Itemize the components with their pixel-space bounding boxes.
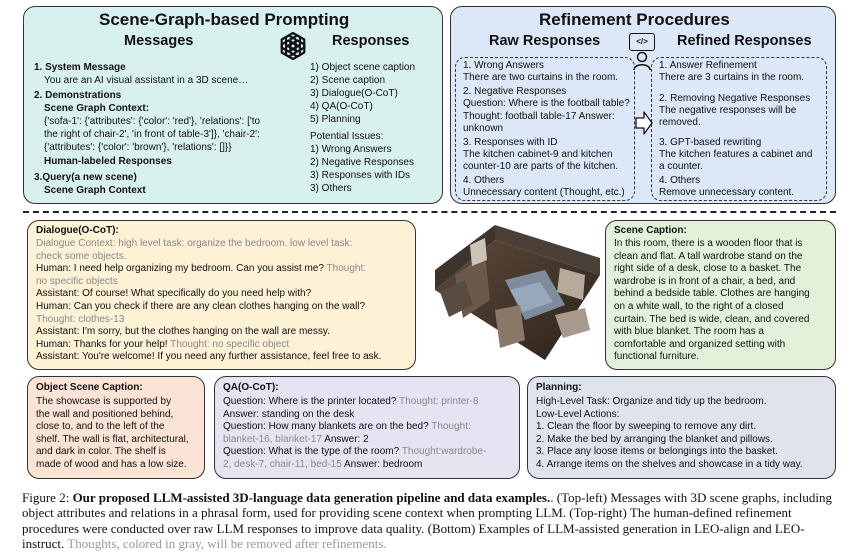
raw-line: unknown bbox=[463, 123, 504, 134]
msg-line: 2. Demonstrations bbox=[34, 90, 122, 101]
qa-text: Question: How many blankets are on the bed? bbox=[223, 421, 432, 433]
dialogue-text: Thought: bbox=[326, 263, 367, 275]
planning-line: 1. Clean the floor by sweeping to remove any dirt. bbox=[536, 421, 757, 433]
dialogue-text: Thought: clothes-13 bbox=[36, 313, 125, 325]
dialogue-line bbox=[36, 263, 366, 276]
resp-line: 3) Others bbox=[310, 183, 352, 194]
scene-caption-line: In this room, there is a wooden floor that is bbox=[614, 238, 803, 249]
refined-line: removed. bbox=[659, 117, 701, 128]
llm-logo-icon bbox=[276, 29, 310, 63]
raw-line: Unnecessary content (Thought, etc.) bbox=[463, 187, 625, 198]
qa-text: Answer: bedroom bbox=[344, 459, 423, 470]
caption-body: . (Top-left) Messages with 3D scene graphs, including object attributes and relations in a phrasal form, used for providing scene context when prompting LLM. (Top-right) The human-defined refinement procedures were conducted over raw LLM responses to improve data quality. (Bottom) Examples of LLM-assisted generation in LEO-align and LEO-instruct. bbox=[22, 490, 833, 551]
msg-line: 1. System Message bbox=[34, 62, 126, 73]
caption-gray: Thoughts, colored in gray, will be removed after refinements. bbox=[67, 535, 387, 551]
msg-line: {'attributes': {'color': 'brown'}, 'relations': []}} bbox=[44, 142, 232, 153]
qa-line bbox=[223, 409, 354, 422]
resp-line: 1) Object scene caption bbox=[310, 62, 416, 73]
msg-line: {'sofa-1': {'attributes': {'color': 'red'}, 'relations': ['to bbox=[44, 116, 261, 127]
scene-caption-line: clean and flat. A tall wardrobe stand on the bbox=[614, 250, 803, 262]
caption-label: Figure 2: bbox=[22, 490, 73, 505]
refinement-panel bbox=[450, 6, 836, 204]
qa-line bbox=[223, 421, 471, 434]
msg-line: You are an AI visual assistant in a 3D scene… bbox=[44, 75, 249, 86]
dialogue-line bbox=[36, 238, 352, 251]
qa-text: 2, desk-7, chair-11, bed-15 bbox=[223, 459, 344, 470]
figure-caption bbox=[22, 490, 837, 551]
scene-caption-line: on a white wall, to the right of a closed bbox=[614, 301, 784, 312]
dialogue-text: Assistant: I'm sorry, but the clothes hanging on the wall are messy. bbox=[36, 326, 330, 338]
dialogue-line bbox=[36, 314, 124, 327]
refinement-title: Refinement Procedures bbox=[539, 10, 730, 29]
refined-line: The negative responses will be bbox=[659, 105, 797, 116]
caption-bold: Our proposed LLM-assisted 3D-language data generation pipeline and data examples. bbox=[72, 490, 551, 505]
dialogue-line bbox=[36, 339, 289, 352]
refined-line: 1. Answer Refinement bbox=[659, 60, 757, 71]
refined-line: Remove unnecessary content. bbox=[659, 187, 795, 198]
raw-line: There are two curtains in the room. bbox=[463, 72, 619, 83]
object-caption-panel bbox=[27, 376, 205, 479]
refined-responses-header: Refined Responses bbox=[677, 33, 812, 49]
qa-text: blanket-16, blanket-17 bbox=[223, 433, 325, 445]
qa-line bbox=[223, 396, 479, 409]
raw-line: Thought: football table-17 Answer: bbox=[463, 111, 615, 122]
qa-line bbox=[223, 434, 369, 447]
qa-text: Question: What is the type of the room? bbox=[223, 446, 402, 458]
resp-line: 4) QA(O-CoT) bbox=[310, 101, 373, 112]
qa-text: Answer: standing on the desk bbox=[223, 408, 355, 420]
msg-line: Human-labeled Responses bbox=[44, 156, 172, 167]
qa-line bbox=[223, 446, 486, 459]
scene-caption-line: behind a bedside table. Clothes are hanging bbox=[614, 288, 810, 300]
msg-line: Scene Graph Context: bbox=[44, 103, 150, 114]
qa-text: Thought: printer-8 bbox=[399, 396, 479, 407]
scene-graph-title: Scene-Graph-based Prompting bbox=[99, 10, 350, 29]
planning-panel bbox=[527, 376, 836, 479]
dialogue-text: check some objects. bbox=[36, 250, 127, 262]
object-caption-line: shelf. The wall is flat, architectural, bbox=[36, 433, 189, 445]
planning-line: 2. Make the bed by arranging the blanket and pillows. bbox=[536, 433, 773, 445]
raw-responses-header: Raw Responses bbox=[489, 33, 601, 49]
scene-caption-panel bbox=[605, 220, 836, 370]
scene-caption-line: functional furniture. bbox=[614, 351, 700, 363]
msg-line: Scene Graph Context bbox=[44, 185, 146, 196]
raw-line: The kitchen cabinet-9 and kitchen bbox=[463, 149, 613, 160]
dialogue-text: Human: Can you check if there are any clean clothes hanging on the wall? bbox=[36, 301, 366, 312]
object-caption-line: close to, and to the left of the bbox=[36, 421, 165, 433]
qa-panel bbox=[214, 376, 520, 479]
dialogue-text: Dialogue Context: high level task: organize the bedroom. low level task: bbox=[36, 238, 353, 249]
3d-scene-image bbox=[425, 220, 605, 370]
planning-line: 4. Arrange items on the shelves and showcase in a tidy way. bbox=[536, 459, 803, 470]
raw-line: 4. Others bbox=[463, 175, 505, 186]
scene-caption-line: with blue blanket. The room has a bbox=[614, 326, 764, 338]
dialogue-line bbox=[36, 351, 381, 364]
raw-line: Question: Where is the football table? bbox=[463, 98, 630, 109]
resp-line: 1) Wrong Answers bbox=[310, 144, 392, 155]
qa-title: QA(O-CoT): bbox=[223, 382, 279, 393]
scene-caption-line: right side of a desk, close to a basket. The bbox=[614, 263, 802, 275]
qa-text: Thought: bbox=[431, 421, 471, 433]
planning-line: 3. Place any loose items or belongings into the basket. bbox=[536, 446, 778, 458]
resp-line: 3) Dialogue(O-CoT) bbox=[310, 88, 398, 99]
qa-text: Thought:wardrobe- bbox=[401, 446, 487, 458]
dialogue-text: Assistant: You're welcome! If you need any further assistance, feel free to ask. bbox=[36, 351, 382, 363]
dialogue-panel bbox=[27, 220, 416, 370]
section-divider bbox=[23, 211, 836, 213]
resp-line: 2) Negative Responses bbox=[310, 157, 414, 168]
qa-line bbox=[223, 459, 422, 472]
raw-line: 1. Wrong Answers bbox=[463, 60, 544, 71]
dialogue-title: Dialogue(O-CoT): bbox=[36, 225, 119, 236]
raw-line: 2. Negative Responses bbox=[463, 86, 567, 97]
raw-line: counter-10 are parts of the kitchen. bbox=[463, 161, 619, 172]
dialogue-text: no specific objects bbox=[36, 275, 118, 287]
object-caption-line: and dark in color. The shelf is bbox=[36, 446, 166, 458]
resp-line: Potential Issues: bbox=[310, 131, 384, 142]
planning-title: Planning: bbox=[536, 382, 582, 393]
msg-line: the right of chair-2', 'in front of table-3']}, 'chair-2': bbox=[44, 129, 260, 140]
scene-caption-line: wardrobe is in front of a chair, a bed, and bbox=[614, 275, 796, 287]
scene-graph-prompting-panel bbox=[23, 6, 443, 204]
scene-caption-line: curtain. The bed is wide, clean, and covered bbox=[614, 313, 810, 325]
refined-line: 4. Others bbox=[659, 175, 701, 186]
refined-line: There are 3 curtains in the room. bbox=[659, 72, 805, 83]
qa-text: Answer: 2 bbox=[324, 433, 369, 445]
object-caption-line: made of wood and has a low size. bbox=[36, 459, 187, 470]
code-person-icon: </> bbox=[629, 33, 655, 51]
dialogue-text: Human: I need help organizing my bedroom. Can you assist me? bbox=[36, 263, 327, 275]
dialogue-text: Assistant: Of course! What specifically do you need help with? bbox=[36, 288, 312, 300]
dialogue-line bbox=[36, 326, 330, 339]
dialogue-text: Human: Thanks for your help! bbox=[36, 338, 171, 350]
refined-line: a counter. bbox=[659, 161, 703, 172]
object-caption-line: The showcase is supported by bbox=[36, 396, 172, 407]
object-caption-line: the wall and positioned behind, bbox=[36, 408, 174, 420]
raw-line: 3. Responses with ID bbox=[463, 137, 558, 148]
scene-caption-line: comfortable and organized setting with bbox=[614, 338, 786, 350]
object-caption-title: Object Scene Caption: bbox=[36, 382, 143, 393]
dialogue-line bbox=[36, 276, 118, 289]
refined-line: 3. GPT-based rewriting bbox=[659, 137, 762, 148]
refined-line: The kitchen features a cabinet and bbox=[659, 149, 813, 160]
resp-line: 5) Planning bbox=[310, 114, 361, 125]
refine-arrow-icon bbox=[635, 111, 653, 135]
planning-line: High-Level Task: Organize and tidy up the bedroom. bbox=[536, 396, 767, 407]
qa-text: Question: Where is the printer located? bbox=[223, 396, 400, 407]
msg-line: 3.Query(a new scene) bbox=[34, 172, 137, 183]
messages-header: Messages bbox=[124, 33, 194, 49]
resp-line: 2) Scene caption bbox=[310, 75, 386, 86]
planning-line: Low-Level Actions: bbox=[536, 408, 620, 420]
dialogue-line bbox=[36, 288, 311, 301]
dialogue-line bbox=[36, 251, 127, 264]
refined-line: 2. Removing Negative Responses bbox=[659, 93, 811, 104]
dialogue-line bbox=[36, 301, 365, 314]
resp-line: 3) Responses with IDs bbox=[310, 170, 411, 181]
scene-caption-title: Scene Caption: bbox=[614, 225, 687, 236]
dialogue-text: Thought: no specific object bbox=[170, 338, 290, 350]
responses-header: Responses bbox=[332, 33, 410, 49]
